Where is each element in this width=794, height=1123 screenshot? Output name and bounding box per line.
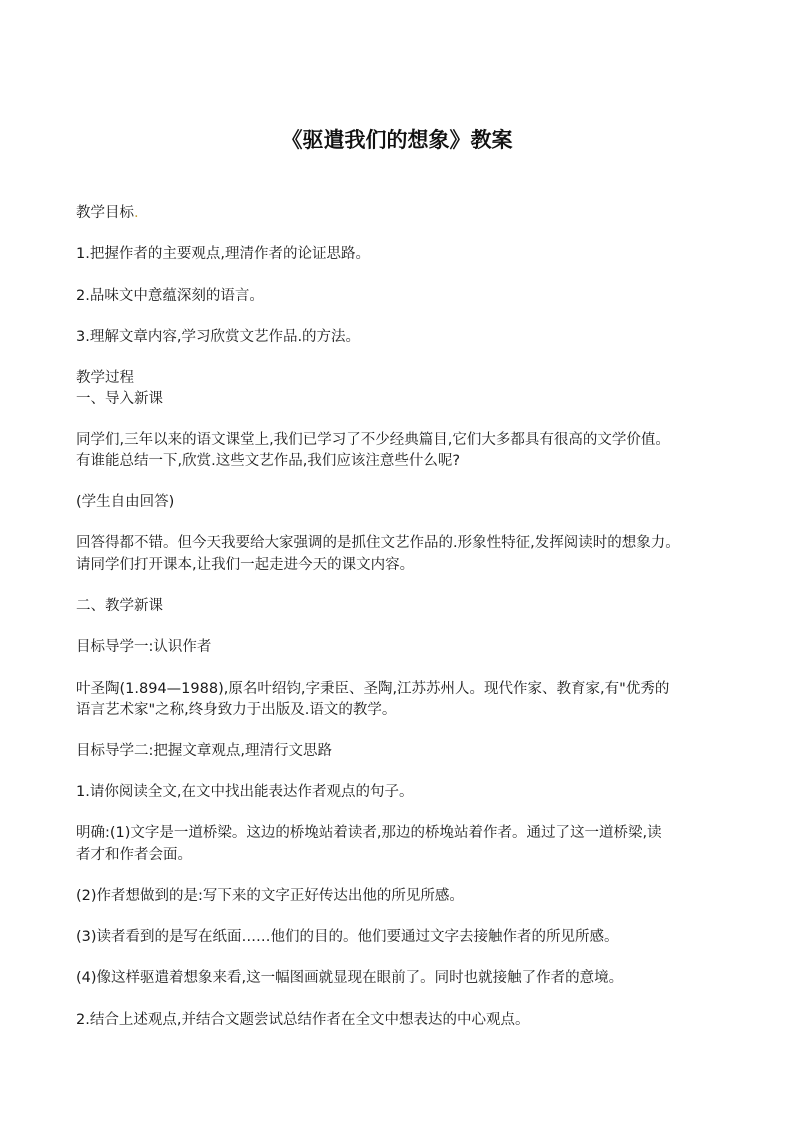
objectives-heading-mark: . xyxy=(134,205,139,221)
task-2: 2.结合上述观点,并结合文题尝试总结作者在全文中想表达的中心观点。 xyxy=(76,1012,530,1028)
author-line-1: 叶圣陶(1.894—1988),原名叶绍钧,字秉臣、圣陶,江苏苏州人。现代作家、教育家,有"优秀的 xyxy=(76,681,670,697)
author-line-2: 语言艺术家"之称,终身致力于出版及.语文的教学。 xyxy=(76,702,397,718)
document-title: 《驱遣我们的想象》教案 xyxy=(281,127,513,152)
objectives-heading-text: 教学目标 xyxy=(76,205,134,221)
section-1-heading: 一、导入新课 xyxy=(76,391,163,407)
point-4: (4)像这样驱遣着想象来看,这一幅图画就显现在眼前了。同时也就接触了作者的意境。 xyxy=(76,970,624,986)
goal-1-heading: 目标导学一:认识作者 xyxy=(76,639,212,655)
point-3: (3)读者看到的是写在纸面……他们的目的。他们要通过文字去接触作者的所见所感。 xyxy=(76,929,619,945)
clarify-line-2: 者才和作者会面。 xyxy=(76,847,192,863)
section-2-heading: 二、教学新课 xyxy=(76,598,163,614)
goal-2-heading: 目标导学二:把握文章观点,理清行文思路 xyxy=(76,743,332,759)
point-2: (2)作者想做到的是:写下来的文字正好传达出他的所见所感。 xyxy=(76,888,464,904)
intro-line-2: 有谁能总结一下,欣赏.这些文艺作品,我们应该注意些什么呢? xyxy=(76,453,461,469)
intro-line-1: 同学们,三年以来的语文课堂上,我们已学习了不少经典篇目,它们大多都具有很高的文学价值。 xyxy=(76,432,670,448)
clarify-line-1: 明确:(1)文字是一道桥梁。这边的桥堍站着读者,那边的桥堍站着作者。通过了这一道桥梁,读 xyxy=(76,825,662,841)
task-1: 1.请你阅读全文,在文中找出能表达作者观点的句子。 xyxy=(76,784,414,800)
process-heading: 教学过程 xyxy=(76,370,134,386)
objective-2: 2.品味文中意蕴深刻的语言。 xyxy=(76,288,264,304)
response-line-1: 回答得都不错。但今天我要给大家强调的是抓住文艺作品的.形象性特征,发挥阅读时的想象力。 xyxy=(76,535,680,551)
response-line-2: 请同学们打开课本,让我们一起走进今天的课文内容。 xyxy=(76,557,415,573)
objective-1: 1.把握作者的主要观点,理清作者的论证思路。 xyxy=(76,246,370,262)
student-answer: (学生自由回答) xyxy=(76,494,175,510)
objectives-heading xyxy=(76,203,726,223)
objective-3: 3.理解文章内容,学习欣赏文艺作品.的方法。 xyxy=(76,329,361,345)
